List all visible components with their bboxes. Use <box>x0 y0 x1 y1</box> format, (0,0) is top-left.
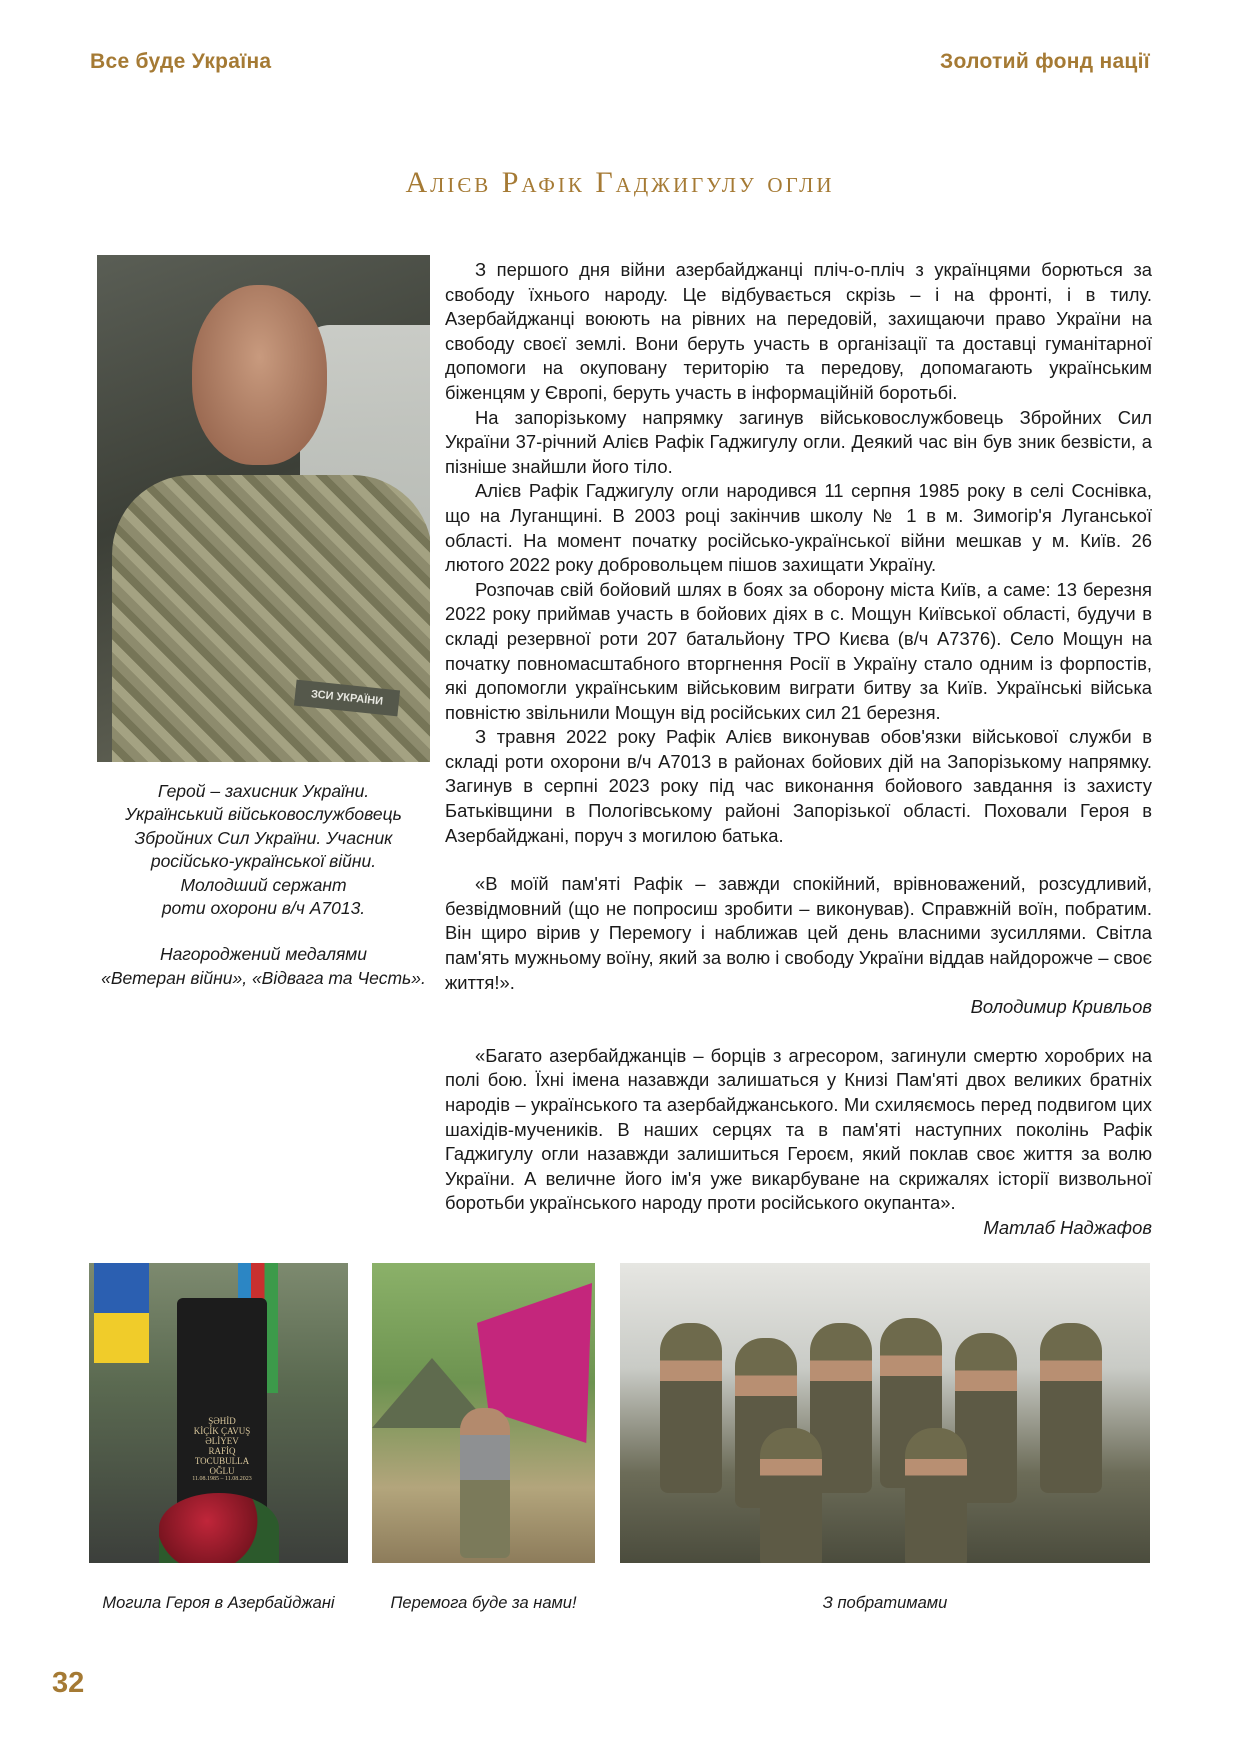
portrait-photo <box>97 255 430 762</box>
soldier-figure <box>660 1323 722 1493</box>
gravestone-text: ŞƏHİD <box>208 1416 236 1426</box>
soldier-figure <box>1040 1323 1102 1493</box>
soldier-figure <box>760 1428 822 1563</box>
article-paragraph: З травня 2022 року Рафік Алієв виконував обов'язки військової служби в складі роти охорони в/ч А7013 в районах бойових дій на Запорізькому напрямку. Загинув в серпні 2023 року під час виконання бойового завдання із захисту Батьківщини в Пологівському районі Запорізької області. Поховали Героя в Азербайджані, поруч з могилою батька. <box>445 726 1152 846</box>
quote-1: «В моїй пам'яті Рафік – завжди спокійний, врівноважений, розсудливий, безвідмовний (що не попросиш зробити – виконував). Справжній воїн, побратим. Він щиро вірив у Перемогу і наближав цей день власними зусиллями. Світла пам'ять мужньому воїну, який за волю і свободу України віддав найдорожче – своє життя!». <box>445 873 1152 993</box>
portrait-caption <box>97 780 430 990</box>
quote-1-author: Володимир Кривльов <box>970 996 1152 1018</box>
grave-photo-caption: Могила Героя в Азербайджані <box>102 1594 335 1612</box>
uniform-patch: ЗСИ УКРАЇНИ <box>294 680 400 717</box>
portrait-caption-text: Герой – захисник України. Український військовослужбовець Збройних Сил України. Учасник російсько-української війни. Молодший сержант роти охорони в/ч А7013. <box>125 781 402 919</box>
article-title: Алієв Рафік Гаджигулу огли <box>405 166 835 199</box>
face-decor <box>192 285 327 465</box>
article-body <box>445 258 1152 1241</box>
flowers-decor <box>159 1493 279 1563</box>
gravestone-text: RAFİQ <box>208 1446 236 1456</box>
quote-2: «Багато азербайджанців – борців з агресором, загинули смертю хоробрих на полі бою. Їхні імена назавжди залишаться у Книзі Пам'яті двох великих братніх народів – українського та азербайджанського. Ми схиляємось перед подвигом цих шахідів-мучеників. В наших серцях та в пам'яті наступних поколінь Рафік Гаджигулу огли назавжди залишиться Героєм, який поклав своє життя за волю України. А величне його ім'я уже викарбуване на скрижалях історії визвольної боротьби українського народу проти російського окупанта». <box>445 1044 1152 1214</box>
group-photo-caption: З побратимами <box>822 1594 948 1612</box>
running-head-left: Все буде Україна <box>90 50 272 73</box>
group-photo <box>620 1263 1150 1563</box>
soldier-figure <box>905 1428 967 1563</box>
gravestone-text: KİÇİK ÇAVUŞ <box>193 1426 251 1436</box>
gravestone-text: ƏLİYEV <box>205 1436 239 1446</box>
quote-2-author: Матлаб Наджафов <box>983 1216 1152 1238</box>
article-paragraph: Алієв Рафік Гаджигулу огли народився 11 серпня 1985 року в селі Соснівка, що на Луганщині. В 2003 році закінчив школу № 1 в м. Зимогір'я Луганської області. На момент початку російсько-української війни мешкав у м. Київ. 26 лютого 2022 року добровольцем пішов захищати Україну. <box>445 480 1152 576</box>
grave-photo <box>89 1263 348 1563</box>
gravestone-text: OĞLU <box>209 1466 235 1476</box>
page-number: 32 <box>52 1667 85 1699</box>
portrait-caption-awards: Нагороджений медалями «Ветеран війни», «Відвага та Честь». <box>101 944 426 988</box>
running-head-right: Золотий фонд нації <box>940 50 1150 73</box>
ukraine-flag-decor <box>94 1263 149 1363</box>
gravestone-text: TOCUBULLA <box>194 1456 250 1466</box>
field-photo-caption: Перемога буде за нами! <box>390 1594 577 1612</box>
uniform-decor <box>112 475 430 762</box>
gravestone-text: 11.08.1985 – 11.08.2023 <box>192 1476 252 1482</box>
article-paragraph: Розпочав свій бойовий шлях в боях за оборону міста Київ, а саме: 13 березня 2022 року приймав участь в бойових діях в с. Мощун Київської області, будучи в складі резервної роти 207 батальйону ТРО Києва (в/ч А7376). Село Мощун на початку повномасштабного вторгнення Росії в Україну стало одним із форпостів, які допомогли українським військовим виграти битву за Київ. Українські війська повністю звільнили Мощун від російських сил 21 березня. <box>445 578 1152 723</box>
gravestone <box>177 1298 267 1508</box>
article-paragraph: На запорізькому напрямку загинув військовослужбовець Збройних Сил України 37-річний Алієв Рафік Гаджигулу огли. Деякий час він був зник безвісти, а пізніше знайшли його тіло. <box>445 406 1152 477</box>
field-photo <box>372 1263 595 1563</box>
article-paragraph: З першого дня війни азербайджанці пліч-о-пліч з українцями борються за свободу їхнього народу. Це відбувається скрізь – і на фронті, і в тилу. Азербайджанці воюють на рівних на передовій, захищаючи право України на свободу своєї землі. Вони беруть участь в організації та доставці гуманітарної допомоги на окуповану територію та передову, допомагають українським біженцям у Європі, беруть участь в інформаційній боротьбі. <box>445 259 1152 403</box>
soldier-figure <box>460 1408 510 1558</box>
